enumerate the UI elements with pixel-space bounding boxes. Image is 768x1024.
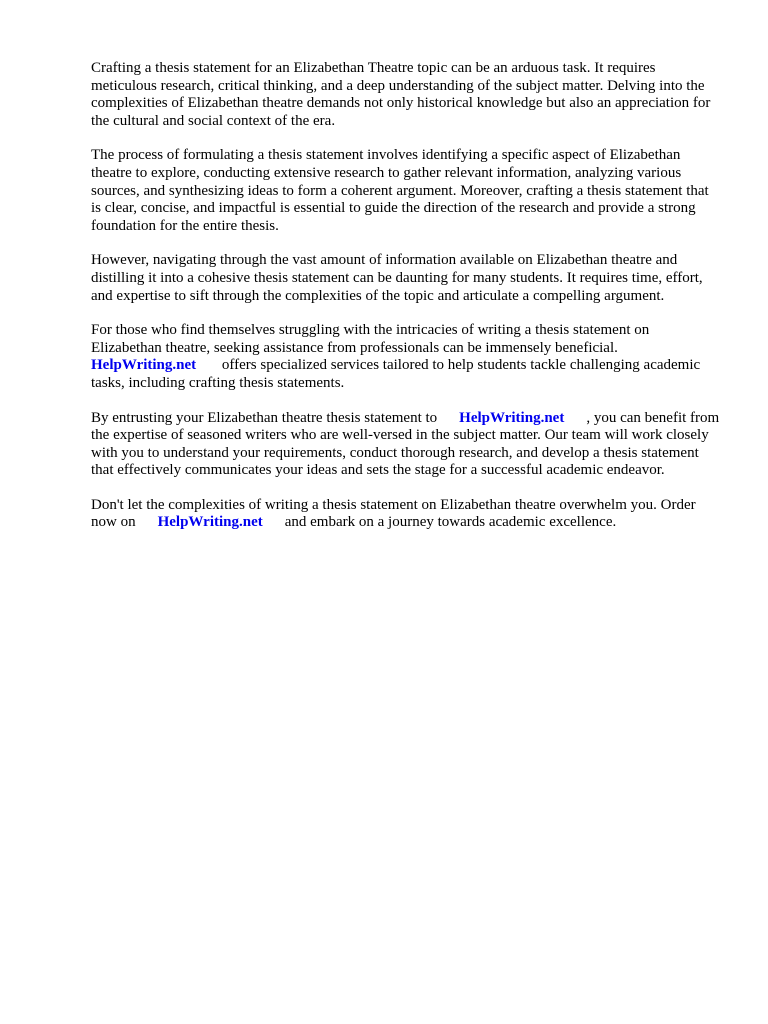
paragraph-assistance-text-before: For those who find themselves struggling with the intricacies of writing a thesis statement on Elizabethan theatre, seeking assistance from professionals can be immensely beneficial. bbox=[91, 322, 650, 356]
paragraph-assistance-text-after: offers specialized services tailored to help students tackle challenging academic tasks, including crafting thesis statements. bbox=[91, 357, 701, 391]
paragraph-intro: Crafting a thesis statement for an Elizabethan Theatre topic can be an arduous task. It requires meticulous research, critical thinking, and a deep understanding of the subject matter. Delving into the complexities of Elizabethan theatre demands not only historical knowledge but also an appreciation for the cultural and social context of the era. bbox=[91, 60, 711, 129]
paragraph-entrusting-text-after: , you can benefit from the expertise of seasoned writers who are well-versed in the subject matter. Our team will work closely with you to understand your requirements, conduct thorough research, and develop a thesis statement that effectively communicates your ideas and sets the stage for a successful academic endeavor. bbox=[91, 409, 720, 479]
paragraph-cta-text-before: Don't let the complexities of writing a thesis statement on Elizabethan theatre overwhelm you. Order now on bbox=[91, 496, 696, 531]
document-body bbox=[91, 60, 721, 549]
paragraph-challenges: However, navigating through the vast amount of information available on Elizabethan theatre and distilling it into a cohesive thesis statement can be daunting for many students. It requires time, effort, and expertise to sift through the complexities of the topic and articulate a compelling argument. bbox=[91, 252, 703, 304]
paragraph-entrusting-text-before: By entrusting your Elizabethan theatre thesis statement to bbox=[91, 409, 438, 426]
helpwriting-link-1[interactable]: HelpWriting.net bbox=[91, 357, 197, 374]
paragraph-process: The process of formulating a thesis statement involves identifying a specific aspect of Elizabethan theatre to explore, conducting extensive research to gather relevant information, analyzing various sources, and synthesizing ideas to form a coherent argument. Moreover, crafting a thesis statement that is clear, concise, and impactful is essential to guide the direction of the research and provide a strong foundation for the entire thesis. bbox=[91, 147, 709, 234]
helpwriting-link-2[interactable]: HelpWriting.net bbox=[459, 409, 565, 426]
helpwriting-link-3[interactable]: HelpWriting.net bbox=[157, 514, 263, 531]
paragraph-cta-text-after: and embark on a journey towards academic excellence. bbox=[284, 514, 617, 531]
paragraph-call-to-action bbox=[91, 497, 721, 532]
paragraph-assistance bbox=[91, 322, 721, 392]
paragraph-entrusting bbox=[91, 410, 721, 480]
